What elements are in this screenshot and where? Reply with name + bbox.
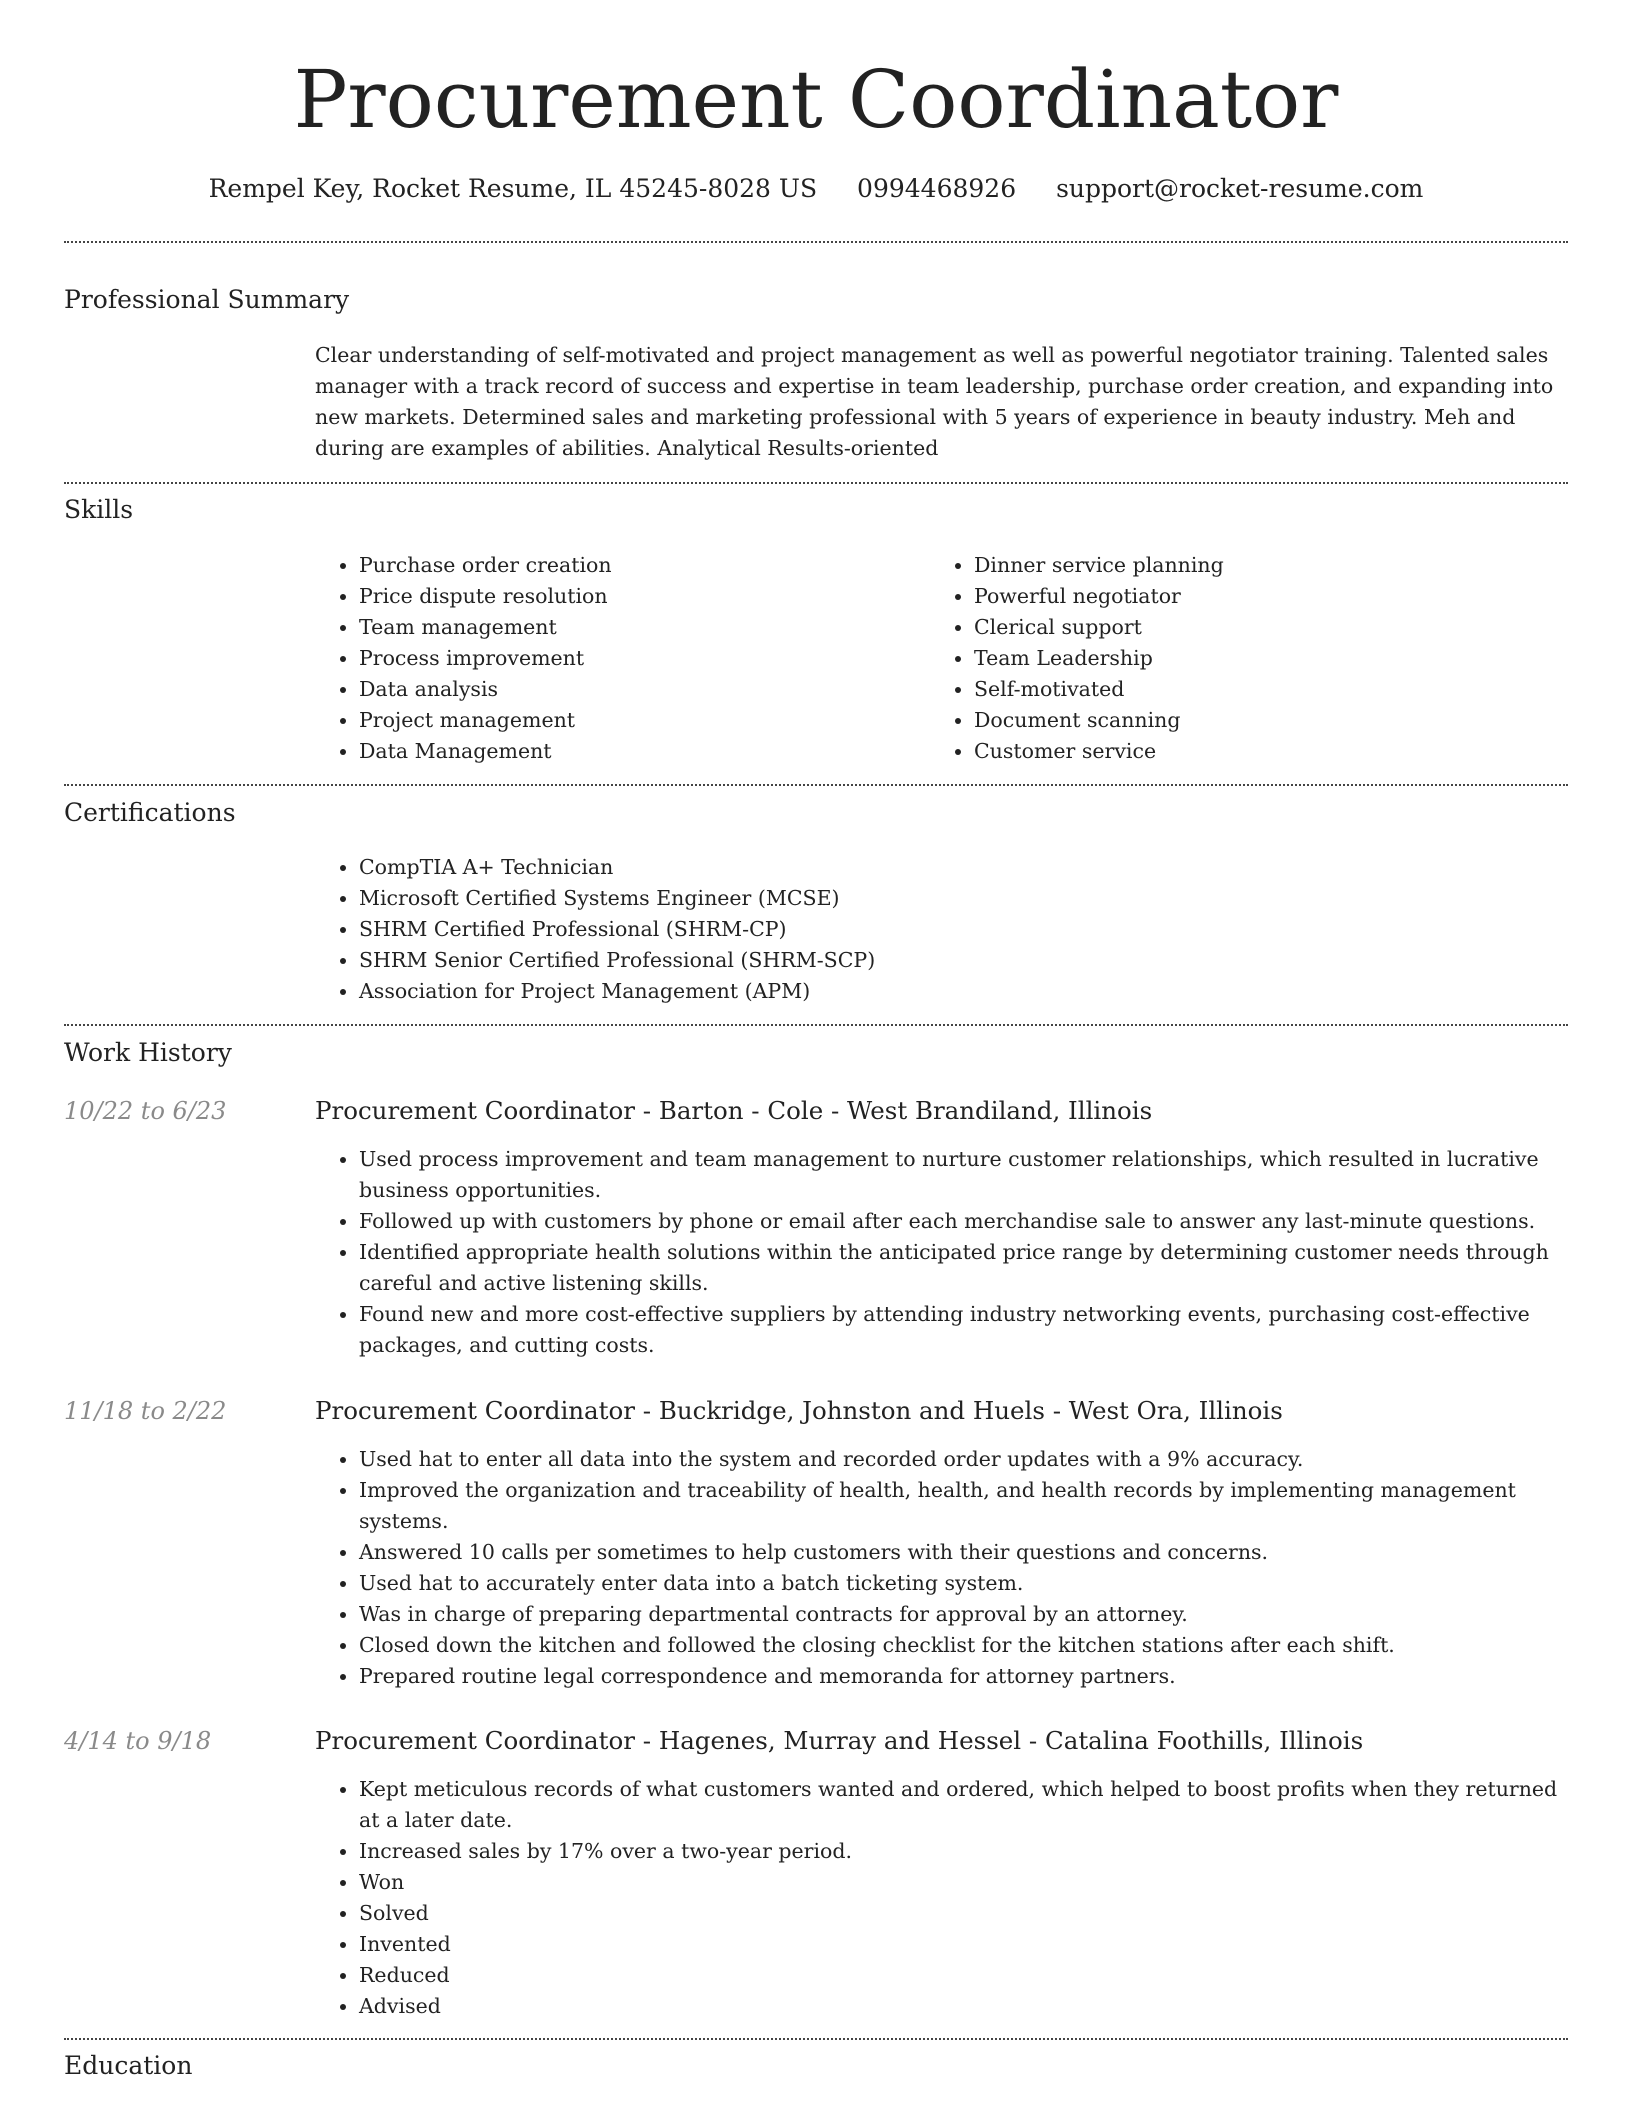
skills-column-left — [315, 550, 915, 767]
section-divider — [64, 2038, 1568, 2040]
job-title: Procurement Coordinator - Buckridge, Johnston and Huels - West Ora, Illinois — [315, 1396, 1283, 1425]
section-title-skills: Skills — [64, 495, 134, 524]
job-bullet: • Advised — [359, 1991, 1568, 2022]
section-divider — [64, 241, 1568, 243]
job-title: Procurement Coordinator - Hagenes, Murray and Hessel - Catalina Foothills, Illinois — [315, 1726, 1364, 1755]
job-title: Procurement Coordinator - Barton - Cole - West Brandiland, Illinois — [315, 1096, 1153, 1125]
certification-item: • SHRM Certified Professional (SHRM-CP) — [359, 914, 1515, 945]
skill-item: • Powerful negotiator — [974, 581, 1530, 612]
section-title-work-history: Work History — [64, 1038, 232, 1067]
job-bullet: • Invented — [359, 1929, 1568, 1960]
job-dates: 4/14 to 9/18 — [64, 1727, 212, 1755]
job-bullet: • Prepared routine legal correspondence and memoranda for attorney partners. — [359, 1661, 1568, 1692]
job-bullet: • Kept meticulous records of what customers wanted and ordered, which helped to boost profits when they returned at a later date. — [359, 1774, 1568, 1836]
certification-item: • SHRM Senior Certified Professional (SHRM-SCP) — [359, 945, 1515, 976]
skill-item: • Process improvement — [359, 643, 915, 674]
candidate-name: Procurement Coordinator — [293, 53, 1339, 146]
section-title-certifications: Certifications — [64, 798, 236, 827]
job-bullet: • Used hat to enter all data into the system and recorded order updates with a 9% accuracy. — [359, 1444, 1568, 1475]
job-bullet: • Was in charge of preparing departmental contracts for approval by an attorney. — [359, 1599, 1568, 1630]
job-bullet: • Increased sales by 17% over a two-year period. — [359, 1836, 1568, 1867]
skill-item: • Price dispute resolution — [359, 581, 915, 612]
section-divider — [64, 482, 1568, 484]
skill-item: • Dinner service planning — [974, 550, 1530, 581]
job-bullet: • Followed up with customers by phone or email after each merchandise sale to answer any last-minute questions. — [359, 1206, 1568, 1237]
job-bullet: • Used hat to accurately enter data into a batch ticketing system. — [359, 1568, 1568, 1599]
skill-item: • Document scanning — [974, 705, 1530, 736]
certifications-list — [315, 852, 1515, 1007]
skill-item: • Self-motivated — [974, 674, 1530, 705]
job-bullets — [315, 1444, 1568, 1692]
section-title-education: Education — [64, 2051, 193, 2080]
job-dates: 10/22 to 6/23 — [64, 1097, 227, 1125]
job-bullet: • Solved — [359, 1898, 1568, 1929]
contact-line — [64, 172, 1568, 206]
certification-item: • CompTIA A+ Technician — [359, 852, 1515, 883]
skill-item: • Data Management — [359, 736, 915, 767]
certification-item: • Microsoft Certified Systems Engineer (MCSE) — [359, 883, 1515, 914]
contact-address: Rempel Key, Rocket Resume, IL 45245-8028 US — [208, 174, 818, 203]
job-dates: 11/18 to 2/22 — [64, 1397, 227, 1425]
job-bullet: • Improved the organization and traceability of health, health, and health records by implementing management systems. — [359, 1475, 1568, 1537]
job-bullet: • Won — [359, 1867, 1568, 1898]
section-divider — [64, 1024, 1568, 1026]
job-bullets — [315, 1774, 1568, 2022]
skill-item: • Project management — [359, 705, 915, 736]
skill-item: • Purchase order creation — [359, 550, 915, 581]
skill-item: • Customer service — [974, 736, 1530, 767]
skill-item: • Team Leadership — [974, 643, 1530, 674]
summary-text: Clear understanding of self-motivated and project management as well as powerful negotiator training. Talented sales manager with a track record of success and expertise in team leadership, purchase order creation, and expanding into new markets. Determined sales and marketing professional with 5 years of experience in beauty industry. Meh and during are examples of abilities. Analytical Results-oriented — [315, 343, 1554, 460]
contact-phone: 0994468926 — [857, 174, 1017, 203]
skill-item: • Team management — [359, 612, 915, 643]
section-title-summary: Professional Summary — [64, 285, 350, 314]
job-bullet: • Closed down the kitchen and followed the closing checklist for the kitchen stations after each shift. — [359, 1630, 1568, 1661]
job-bullet: • Reduced — [359, 1960, 1568, 1991]
job-bullet: • Identified appropriate health solutions within the anticipated price range by determining customer needs through careful and active listening skills. — [359, 1237, 1568, 1299]
skills-column-right — [930, 550, 1530, 767]
job-bullet: • Used process improvement and team management to nurture customer relationships, which resulted in lucrative business opportunities. — [359, 1144, 1568, 1206]
job-bullet: • Answered 10 calls per sometimes to help customers with their questions and concerns. — [359, 1537, 1568, 1568]
skill-item: • Data analysis — [359, 674, 915, 705]
skill-item: • Clerical support — [974, 612, 1530, 643]
section-divider — [64, 784, 1568, 786]
job-bullet: • Found new and more cost-effective suppliers by attending industry networking events, purchasing cost-effective packages, and cutting costs. — [359, 1299, 1568, 1361]
contact-email: support@rocket-resume.com — [1056, 174, 1424, 203]
job-bullets — [315, 1144, 1568, 1361]
certification-item: • Association for Project Management (APM) — [359, 976, 1515, 1007]
